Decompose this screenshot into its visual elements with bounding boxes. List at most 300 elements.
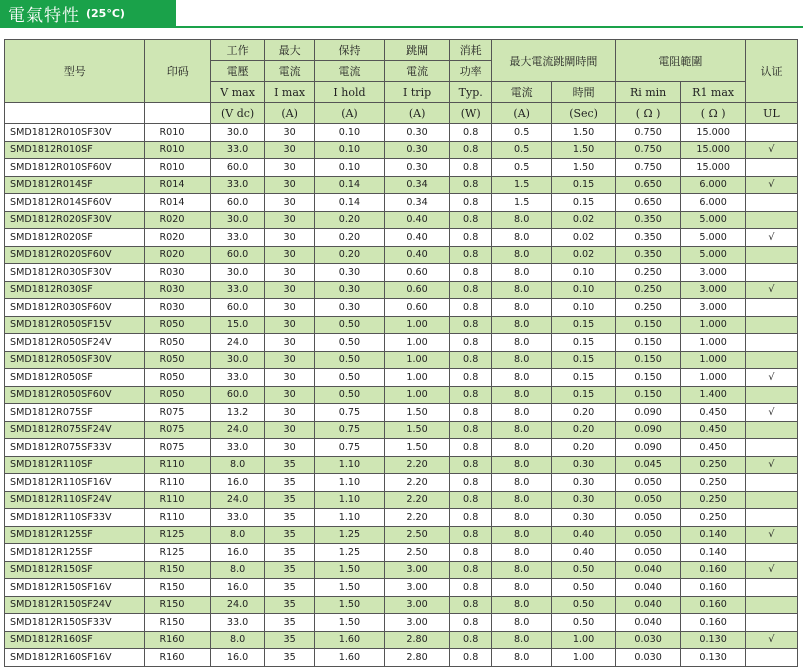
table-cell: 35 <box>265 456 315 474</box>
table-cell: 1.25 <box>315 526 385 544</box>
unit-ohm-max: ( Ω ) <box>681 103 746 124</box>
table-row <box>5 526 798 544</box>
table-cell: 0.8 <box>450 596 492 614</box>
table-cell: 30 <box>265 404 315 422</box>
table-cell: 0.160 <box>681 596 746 614</box>
table-row <box>5 351 798 369</box>
table-cell: 8.0 <box>211 561 265 579</box>
table-cell: 16.0 <box>211 579 265 597</box>
table-cell: 0.8 <box>450 631 492 649</box>
table-cell: 8.0 <box>492 229 552 247</box>
table-cell: 0.34 <box>384 194 450 212</box>
table-cell: 0.5 <box>492 159 552 177</box>
table-cell: 0.040 <box>615 579 681 597</box>
table-cell: 0.30 <box>315 281 385 299</box>
table-row <box>5 509 798 527</box>
table-cell: 1.10 <box>315 509 385 527</box>
table-cell: 0.10 <box>315 159 385 177</box>
table-cell: 8.0 <box>492 316 552 334</box>
table-cell: √ <box>745 561 797 579</box>
table-cell: 30 <box>265 194 315 212</box>
table-cell: 8.0 <box>492 614 552 632</box>
table-cell: R110 <box>145 509 211 527</box>
table-cell: SMD1812R030SF <box>5 281 145 299</box>
table-cell: 0.250 <box>615 264 681 282</box>
table-row <box>5 579 798 597</box>
table-cell: 1.10 <box>315 491 385 509</box>
table-cell: 0.140 <box>681 526 746 544</box>
table-cell: SMD1812R010SF <box>5 141 145 159</box>
table-cell: 0.02 <box>552 211 615 229</box>
table-cell: 0.8 <box>450 194 492 212</box>
table-cell <box>745 246 797 264</box>
table-cell: 1.60 <box>315 649 385 667</box>
table-cell: 33.0 <box>211 229 265 247</box>
table-cell: 0.8 <box>450 229 492 247</box>
unit-ul: UL <box>745 103 797 124</box>
table-cell: 35 <box>265 631 315 649</box>
table-cell: 33.0 <box>211 509 265 527</box>
table-row <box>5 334 798 352</box>
table-cell: R010 <box>145 159 211 177</box>
table-cell: 13.2 <box>211 404 265 422</box>
table-cell: R160 <box>145 631 211 649</box>
table-cell: R075 <box>145 421 211 439</box>
table-cell: 0.30 <box>552 509 615 527</box>
table-cell: SMD1812R110SF16V <box>5 474 145 492</box>
table-cell: 3.000 <box>681 264 746 282</box>
table-cell: 0.050 <box>615 509 681 527</box>
table-cell: 8.0 <box>492 404 552 422</box>
table-cell: 1.00 <box>384 386 450 404</box>
table-row <box>5 194 798 212</box>
table-cell: 30 <box>265 141 315 159</box>
table-cell: 0.8 <box>450 579 492 597</box>
table-cell: 0.20 <box>315 229 385 247</box>
table-cell: 30 <box>265 264 315 282</box>
table-cell: 24.0 <box>211 491 265 509</box>
table-cell: 0.60 <box>384 299 450 317</box>
table-cell: √ <box>745 141 797 159</box>
table-cell: 0.50 <box>315 369 385 387</box>
table-cell: 0.450 <box>681 439 746 457</box>
table-cell: SMD1812R010SF60V <box>5 159 145 177</box>
header-trip-current-2: 電流 <box>384 61 450 82</box>
table-cell: 8.0 <box>492 509 552 527</box>
header-trip-current-1: 跳閘 <box>384 40 450 61</box>
table-cell: 0.8 <box>450 159 492 177</box>
table-cell: SMD1812R160SF <box>5 631 145 649</box>
table-row <box>5 421 798 439</box>
table-cell: SMD1812R075SF24V <box>5 421 145 439</box>
unit-ihold: (A) <box>315 103 385 124</box>
table-cell: 0.10 <box>552 299 615 317</box>
table-cell: R110 <box>145 491 211 509</box>
table-row <box>5 141 798 159</box>
table-cell <box>745 439 797 457</box>
table-cell: 0.150 <box>615 316 681 334</box>
table-cell: 60.0 <box>211 246 265 264</box>
table-cell: 16.0 <box>211 649 265 667</box>
table-cell: 6.000 <box>681 176 746 194</box>
table-cell: 2.80 <box>384 649 450 667</box>
table-cell: 0.8 <box>450 404 492 422</box>
header-max-current-1: 最大 <box>265 40 315 61</box>
table-cell <box>745 596 797 614</box>
header-sym-current: 電流 <box>492 82 552 103</box>
table-cell: 0.045 <box>615 456 681 474</box>
table-cell: 0.50 <box>315 386 385 404</box>
table-cell: 1.000 <box>681 334 746 352</box>
table-cell: 35 <box>265 596 315 614</box>
table-cell: 0.60 <box>384 281 450 299</box>
table-cell: R150 <box>145 614 211 632</box>
table-cell: 16.0 <box>211 544 265 562</box>
table-cell: 0.34 <box>384 176 450 194</box>
header-work-voltage-2: 電壓 <box>211 61 265 82</box>
table-cell: 0.030 <box>615 631 681 649</box>
table-cell: 0.10 <box>552 281 615 299</box>
table-cell: 35 <box>265 474 315 492</box>
table-cell: 0.10 <box>315 124 385 142</box>
header-work-voltage-1: 工作 <box>211 40 265 61</box>
table-cell: 1.000 <box>681 369 746 387</box>
table-cell: 8.0 <box>492 561 552 579</box>
table-cell: 0.130 <box>681 631 746 649</box>
table-cell: 1.50 <box>315 561 385 579</box>
table-cell: 0.250 <box>681 509 746 527</box>
table-cell: 0.30 <box>384 141 450 159</box>
table-cell: 30 <box>265 281 315 299</box>
table-cell: 0.150 <box>615 334 681 352</box>
section-title-banner <box>0 0 176 26</box>
table-cell: 8.0 <box>492 579 552 597</box>
table-cell: 60.0 <box>211 159 265 177</box>
table-cell: R150 <box>145 579 211 597</box>
table-cell: SMD1812R050SF <box>5 369 145 387</box>
header-sym-r1max: R1 max <box>681 82 746 103</box>
table-cell: 16.0 <box>211 474 265 492</box>
header-sym-rimin: Ri min <box>615 82 681 103</box>
table-cell: R050 <box>145 386 211 404</box>
table-cell: 35 <box>265 491 315 509</box>
table-cell: R050 <box>145 369 211 387</box>
table-cell: R030 <box>145 264 211 282</box>
table-cell: SMD1812R014SF60V <box>5 194 145 212</box>
table-cell: 8.0 <box>211 526 265 544</box>
table-cell: R075 <box>145 439 211 457</box>
table-cell: 33.0 <box>211 281 265 299</box>
table-cell: 30 <box>265 211 315 229</box>
table-cell: 1.50 <box>315 579 385 597</box>
table-cell: 24.0 <box>211 334 265 352</box>
table-cell: 33.0 <box>211 369 265 387</box>
table-cell: 2.80 <box>384 631 450 649</box>
table-cell: 0.8 <box>450 246 492 264</box>
table-cell: 8.0 <box>492 299 552 317</box>
table-cell: 0.75 <box>315 404 385 422</box>
table-cell: 8.0 <box>492 421 552 439</box>
table-cell: 0.040 <box>615 561 681 579</box>
table-cell: SMD1812R030SF30V <box>5 264 145 282</box>
table-cell: 8.0 <box>492 649 552 667</box>
table-cell: √ <box>745 369 797 387</box>
table-cell: 0.5 <box>492 124 552 142</box>
table-cell: 0.8 <box>450 124 492 142</box>
table-cell: 0.50 <box>552 614 615 632</box>
table-cell: 2.20 <box>384 491 450 509</box>
table-cell <box>745 386 797 404</box>
table-cell: R010 <box>145 124 211 142</box>
table-row <box>5 614 798 632</box>
table-cell: 8.0 <box>492 281 552 299</box>
table-row <box>5 246 798 264</box>
table-cell <box>745 614 797 632</box>
unit-vdc: (V dc) <box>211 103 265 124</box>
electrical-spec-table <box>4 39 798 667</box>
table-row <box>5 264 798 282</box>
table-row <box>5 439 798 457</box>
table-cell: 0.350 <box>615 246 681 264</box>
table-cell: 35 <box>265 526 315 544</box>
table-cell: 60.0 <box>211 194 265 212</box>
table-cell: 8.0 <box>492 631 552 649</box>
table-row <box>5 631 798 649</box>
table-cell: 2.20 <box>384 509 450 527</box>
table-cell: 0.30 <box>315 264 385 282</box>
table-cell: 0.8 <box>450 544 492 562</box>
table-cell: 0.40 <box>384 229 450 247</box>
table-cell: 0.050 <box>615 474 681 492</box>
table-cell: 0.250 <box>681 474 746 492</box>
table-cell: 3.00 <box>384 614 450 632</box>
header-sym-ihold: I hold <box>315 82 385 103</box>
table-cell: 1.000 <box>681 351 746 369</box>
table-cell: SMD1812R010SF30V <box>5 124 145 142</box>
table-cell: 0.75 <box>315 439 385 457</box>
table-cell: SMD1812R075SF <box>5 404 145 422</box>
table-cell: 0.150 <box>615 351 681 369</box>
table-row <box>5 474 798 492</box>
header-hold-current-1: 保持 <box>315 40 385 61</box>
table-cell: 1.50 <box>384 404 450 422</box>
table-cell: SMD1812R125SF <box>5 526 145 544</box>
table-cell: 0.30 <box>552 474 615 492</box>
table-cell: 0.8 <box>450 509 492 527</box>
table-cell: SMD1812R160SF16V <box>5 649 145 667</box>
table-cell <box>745 474 797 492</box>
table-cell: 1.50 <box>384 439 450 457</box>
table-cell: 0.090 <box>615 404 681 422</box>
table-cell: R150 <box>145 596 211 614</box>
table-cell: √ <box>745 176 797 194</box>
table-cell: 0.160 <box>681 614 746 632</box>
table-cell: 15.0 <box>211 316 265 334</box>
table-cell: 1.50 <box>552 124 615 142</box>
table-cell: 24.0 <box>211 421 265 439</box>
header-cert: 认证 <box>745 40 797 103</box>
table-cell: 0.8 <box>450 561 492 579</box>
table-cell: 5.000 <box>681 211 746 229</box>
table-cell: 30 <box>265 334 315 352</box>
table-cell: 0.15 <box>552 316 615 334</box>
table-cell: 8.0 <box>492 474 552 492</box>
table-cell: 0.050 <box>615 544 681 562</box>
header-sym-imax: I max <box>265 82 315 103</box>
table-cell: 0.75 <box>315 421 385 439</box>
table-cell: 8.0 <box>492 211 552 229</box>
table-cell: 33.0 <box>211 176 265 194</box>
table-cell: R050 <box>145 316 211 334</box>
unit-current: (A) <box>492 103 552 124</box>
table-cell: SMD1812R150SF33V <box>5 614 145 632</box>
table-cell: 0.090 <box>615 439 681 457</box>
table-cell: R075 <box>145 404 211 422</box>
table-cell: SMD1812R150SF24V <box>5 596 145 614</box>
table-cell: SMD1812R110SF33V <box>5 509 145 527</box>
table-cell: SMD1812R020SF60V <box>5 246 145 264</box>
table-cell: 5.000 <box>681 246 746 264</box>
table-cell: 1.50 <box>552 141 615 159</box>
table-cell: 0.40 <box>552 526 615 544</box>
table-cell: 1.5 <box>492 176 552 194</box>
header-max-current-2: 電流 <box>265 61 315 82</box>
table-cell: SMD1812R110SF24V <box>5 491 145 509</box>
table-cell <box>745 544 797 562</box>
table-row <box>5 369 798 387</box>
table-cell: 8.0 <box>492 246 552 264</box>
table-row <box>5 596 798 614</box>
table-cell: 0.750 <box>615 141 681 159</box>
table-cell: 0.8 <box>450 176 492 194</box>
unit-watt: (W) <box>450 103 492 124</box>
table-cell: 30 <box>265 159 315 177</box>
table-cell: 0.20 <box>552 404 615 422</box>
table-cell: 8.0 <box>492 264 552 282</box>
table-cell: 0.5 <box>492 141 552 159</box>
table-cell: R014 <box>145 194 211 212</box>
table-row <box>5 124 798 142</box>
table-cell: 35 <box>265 561 315 579</box>
table-cell <box>745 509 797 527</box>
table-cell: 0.030 <box>615 649 681 667</box>
table-cell: √ <box>745 631 797 649</box>
table-cell <box>745 579 797 597</box>
table-cell: R050 <box>145 351 211 369</box>
table-cell: 35 <box>265 579 315 597</box>
table-cell: 0.050 <box>615 491 681 509</box>
table-cell <box>745 649 797 667</box>
table-cell <box>745 421 797 439</box>
table-cell: 0.150 <box>615 386 681 404</box>
header-resistance-range: 電阻範圍 <box>615 40 745 82</box>
table-cell: 0.15 <box>552 386 615 404</box>
table-cell: 3.00 <box>384 561 450 579</box>
table-cell: 3.00 <box>384 596 450 614</box>
table-cell: 1.50 <box>552 159 615 177</box>
header-hold-current-2: 電流 <box>315 61 385 82</box>
table-cell: 1.10 <box>315 474 385 492</box>
table-cell: 0.8 <box>450 649 492 667</box>
table-row <box>5 229 798 247</box>
table-cell: 0.50 <box>552 561 615 579</box>
table-cell: 0.130 <box>681 649 746 667</box>
table-row <box>5 159 798 177</box>
table-cell: 1.00 <box>384 316 450 334</box>
table-row <box>5 544 798 562</box>
table-cell: 0.14 <box>315 194 385 212</box>
table-cell: 0.50 <box>315 334 385 352</box>
table-cell: 35 <box>265 614 315 632</box>
table-cell: 0.8 <box>450 334 492 352</box>
table-row <box>5 316 798 334</box>
table-cell: 3.00 <box>384 579 450 597</box>
table-cell <box>745 351 797 369</box>
table-cell: 0.250 <box>615 281 681 299</box>
table-cell: 35 <box>265 509 315 527</box>
table-cell: R050 <box>145 334 211 352</box>
table-cell: 0.8 <box>450 456 492 474</box>
table-cell: SMD1812R075SF33V <box>5 439 145 457</box>
table-cell: 0.15 <box>552 176 615 194</box>
table-cell: 0.8 <box>450 281 492 299</box>
table-cell: 30 <box>265 229 315 247</box>
table-cell <box>745 194 797 212</box>
table-cell: 33.0 <box>211 614 265 632</box>
header-power-2: 功率 <box>450 61 492 82</box>
table-cell: 24.0 <box>211 596 265 614</box>
table-cell: 8.0 <box>492 369 552 387</box>
table-cell: 0.250 <box>681 456 746 474</box>
unit-ohm-min: ( Ω ) <box>615 103 681 124</box>
table-row <box>5 456 798 474</box>
table-cell: 2.50 <box>384 526 450 544</box>
table-cell: 0.20 <box>315 211 385 229</box>
table-cell: 8.0 <box>492 439 552 457</box>
table-cell: 0.140 <box>681 544 746 562</box>
table-cell: R110 <box>145 474 211 492</box>
table-cell: 8.0 <box>492 596 552 614</box>
table-cell: 15.000 <box>681 124 746 142</box>
table-cell: 0.15 <box>552 369 615 387</box>
table-row <box>5 281 798 299</box>
header-sym-typ: Typ. <box>450 82 492 103</box>
table-cell: 0.650 <box>615 194 681 212</box>
table-cell: 0.050 <box>615 526 681 544</box>
table-cell: 0.8 <box>450 316 492 334</box>
table-cell: SMD1812R050SF24V <box>5 334 145 352</box>
table-row <box>5 491 798 509</box>
table-cell: 30.0 <box>211 211 265 229</box>
table-cell: 15.000 <box>681 159 746 177</box>
table-cell: 1.5 <box>492 194 552 212</box>
table-cell: 8.0 <box>492 491 552 509</box>
table-row <box>5 386 798 404</box>
table-cell: 0.40 <box>384 211 450 229</box>
table-cell: 0.02 <box>552 229 615 247</box>
table-cell: 8.0 <box>211 456 265 474</box>
table-cell: 30.0 <box>211 351 265 369</box>
table-cell: 0.8 <box>450 526 492 544</box>
table-cell: 8.0 <box>492 526 552 544</box>
table-cell: 30 <box>265 124 315 142</box>
table-cell: 35 <box>265 649 315 667</box>
table-cell: 1.50 <box>384 421 450 439</box>
table-cell <box>745 264 797 282</box>
table-cell: 0.450 <box>681 404 746 422</box>
table-cell: 1.400 <box>681 386 746 404</box>
table-cell: SMD1812R150SF <box>5 561 145 579</box>
